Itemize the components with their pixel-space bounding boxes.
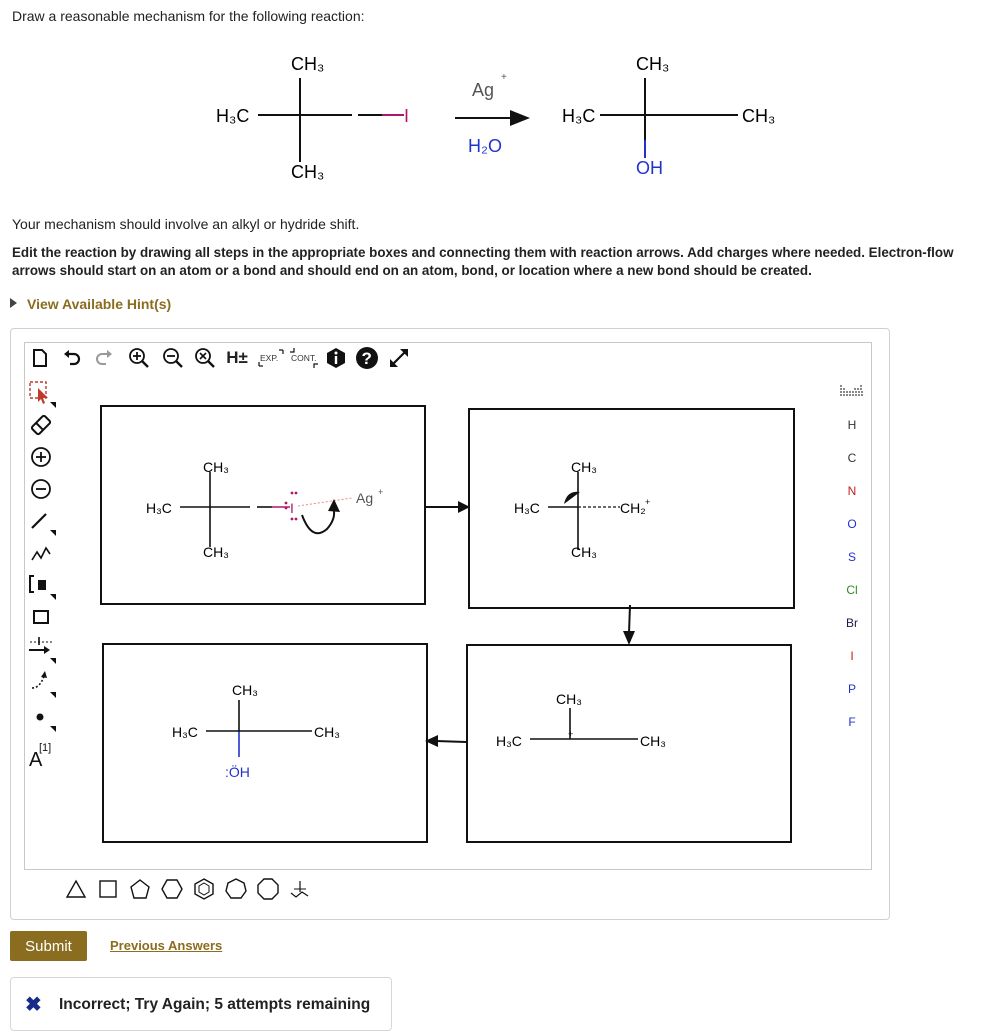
reagent-silver: Ag xyxy=(472,80,495,100)
box3-top-label: CH₃ xyxy=(556,691,582,707)
box1-silver-charge: + xyxy=(378,487,384,497)
hydrogen-toggle-button[interactable]: H± xyxy=(226,348,248,367)
side-toolbar xyxy=(25,376,57,776)
contract-label: CONT. xyxy=(291,353,317,363)
hexagon-ring-icon[interactable] xyxy=(158,874,186,904)
lone-pair-tool-icon[interactable] xyxy=(25,702,57,732)
single-bond-tool-icon[interactable] xyxy=(25,506,57,536)
svg-text:?: ? xyxy=(361,349,372,368)
box3-right-label: CH₃ xyxy=(640,733,666,749)
bracket-tool-icon[interactable] xyxy=(25,570,57,600)
question-prompt: Draw a reasonable mechanism for the following reaction: xyxy=(12,8,365,24)
mechanism-box-3[interactable] xyxy=(466,644,792,843)
rectangle-tool-icon[interactable] xyxy=(25,602,57,632)
element-palette xyxy=(836,380,868,740)
atom-label-tool-icon[interactable] xyxy=(25,736,57,770)
element-cl[interactable]: Cl xyxy=(846,583,858,597)
product-molecule xyxy=(562,54,775,178)
zoom-in-icon[interactable] xyxy=(126,344,152,372)
mechanism-step-2-structure xyxy=(470,410,793,607)
box1-left-label: H₃C xyxy=(146,500,172,516)
reaction-scheme xyxy=(0,40,994,210)
element-n[interactable]: N xyxy=(847,484,857,498)
reagent-water: H₂O xyxy=(468,136,502,156)
reactant-iodine-label: I xyxy=(404,106,410,126)
element-o[interactable]: O xyxy=(847,517,857,531)
info-icon[interactable] xyxy=(324,344,348,372)
expand-label: EXP. xyxy=(260,353,279,363)
element-s[interactable]: S xyxy=(847,550,856,564)
expand-triangle-icon xyxy=(10,298,17,308)
reaction-arrow-tool-icon[interactable] xyxy=(25,634,57,664)
question-instructions: Edit the reaction by drawing all steps in the appropriate boxes and connecting them with reaction arrows. Add charges where needed. Electron-flow arrows should start on an atom or a bond and should end on an atom, bond, or location where a new bond should be created. xyxy=(12,245,954,278)
atom-label-charge: [1] xyxy=(39,742,52,754)
element-br[interactable]: Br xyxy=(846,616,858,630)
select-tool-icon[interactable] xyxy=(25,378,57,408)
square-ring-icon[interactable] xyxy=(94,874,122,904)
product-right-label: CH₃ xyxy=(742,106,776,126)
contract-button[interactable] xyxy=(288,344,320,372)
undo-icon[interactable] xyxy=(60,344,84,372)
periodic-table-icon[interactable] xyxy=(836,384,868,401)
box1-top-label: CH₃ xyxy=(203,459,229,475)
box2-left-label: H₃C xyxy=(514,500,540,516)
zoom-out-icon[interactable] xyxy=(160,344,186,372)
feedback-message: Incorrect; Try Again; 5 attempts remaining xyxy=(59,996,371,1013)
product-left-label: H₃C xyxy=(562,106,596,126)
box4-right-label: CH₃ xyxy=(314,724,340,740)
box1-bottom-label: CH₃ xyxy=(203,544,229,560)
reagent-silver-charge: + xyxy=(501,72,507,83)
atom-label-letter: A xyxy=(29,749,43,770)
previous-answers-link[interactable]: Previous Answers xyxy=(110,938,223,953)
element-f[interactable]: F xyxy=(848,715,856,729)
help-icon[interactable] xyxy=(354,344,380,372)
reactant-bottom-label: CH₃ xyxy=(291,162,325,182)
product-oh-label: OH xyxy=(636,158,663,178)
box4-top-label: CH₃ xyxy=(232,682,258,698)
reactant-left-label: H₃C xyxy=(216,106,250,126)
reactant-top-label: CH₃ xyxy=(291,54,325,74)
mechanism-step-4-structure xyxy=(104,645,426,841)
pentagon-ring-icon[interactable] xyxy=(126,874,154,904)
mechanism-box-4[interactable] xyxy=(102,643,428,843)
arrow-box1-to-box2[interactable] xyxy=(420,495,480,519)
box2-right-label: CH₂ xyxy=(620,500,646,516)
eraser-tool-icon[interactable] xyxy=(25,410,57,440)
element-c[interactable]: C xyxy=(847,451,857,465)
submit-button[interactable]: Submit xyxy=(10,931,87,961)
box1-iodine-label: I xyxy=(290,500,294,516)
chair-conformation-icon[interactable] xyxy=(286,874,314,904)
box2-top-label: CH₃ xyxy=(571,459,597,475)
box2-right-charge: + xyxy=(645,497,651,507)
incorrect-icon: ✖ xyxy=(25,994,42,1016)
question-note: Your mechanism should involve an alkyl or hydride shift. xyxy=(12,216,360,232)
box3-center-charge: + xyxy=(568,729,574,739)
triangle-ring-icon[interactable] xyxy=(62,874,90,904)
arrow-box3-to-box4[interactable] xyxy=(422,730,470,754)
element-i[interactable]: I xyxy=(850,649,854,663)
chain-tool-icon[interactable] xyxy=(25,538,57,568)
negative-charge-icon[interactable] xyxy=(25,474,57,504)
positive-charge-icon[interactable] xyxy=(25,442,57,472)
fullscreen-icon[interactable] xyxy=(386,344,412,372)
box3-left-label: H₃C xyxy=(496,733,522,749)
reactant-molecule xyxy=(216,54,409,182)
heptagon-ring-icon[interactable] xyxy=(222,874,250,904)
box4-left-label: H₃C xyxy=(172,724,198,740)
box2-bottom-label: CH₃ xyxy=(571,544,597,560)
mechanism-step-1-structure xyxy=(102,407,424,603)
mechanism-box-1[interactable] xyxy=(100,405,426,605)
ring-template-bar xyxy=(60,874,330,906)
hint-link-label: View Available Hint(s) xyxy=(27,296,172,312)
box1-silver-label: Ag xyxy=(356,490,374,506)
editor-toolbar xyxy=(26,344,868,374)
reaction-arrow xyxy=(455,72,530,156)
feedback-panel xyxy=(10,977,392,1031)
arrow-box2-to-box3[interactable] xyxy=(618,603,642,647)
new-document-icon[interactable] xyxy=(28,344,52,372)
mechanism-step-3-structure xyxy=(468,646,790,841)
product-top-label: CH₃ xyxy=(636,54,670,74)
box4-oh-label: :ÖH xyxy=(225,764,250,780)
hint-link[interactable] xyxy=(10,296,171,312)
zoom-reset-icon[interactable] xyxy=(192,344,218,372)
benzene-ring-icon[interactable] xyxy=(190,874,218,904)
electron-flow-arrow-icon[interactable] xyxy=(25,668,57,698)
redo-icon[interactable] xyxy=(92,344,116,372)
element-h[interactable]: H xyxy=(847,418,857,432)
mechanism-box-2[interactable] xyxy=(468,408,795,609)
element-p[interactable]: P xyxy=(847,682,856,696)
octagon-ring-icon[interactable] xyxy=(254,874,282,904)
expand-button[interactable] xyxy=(256,344,286,372)
